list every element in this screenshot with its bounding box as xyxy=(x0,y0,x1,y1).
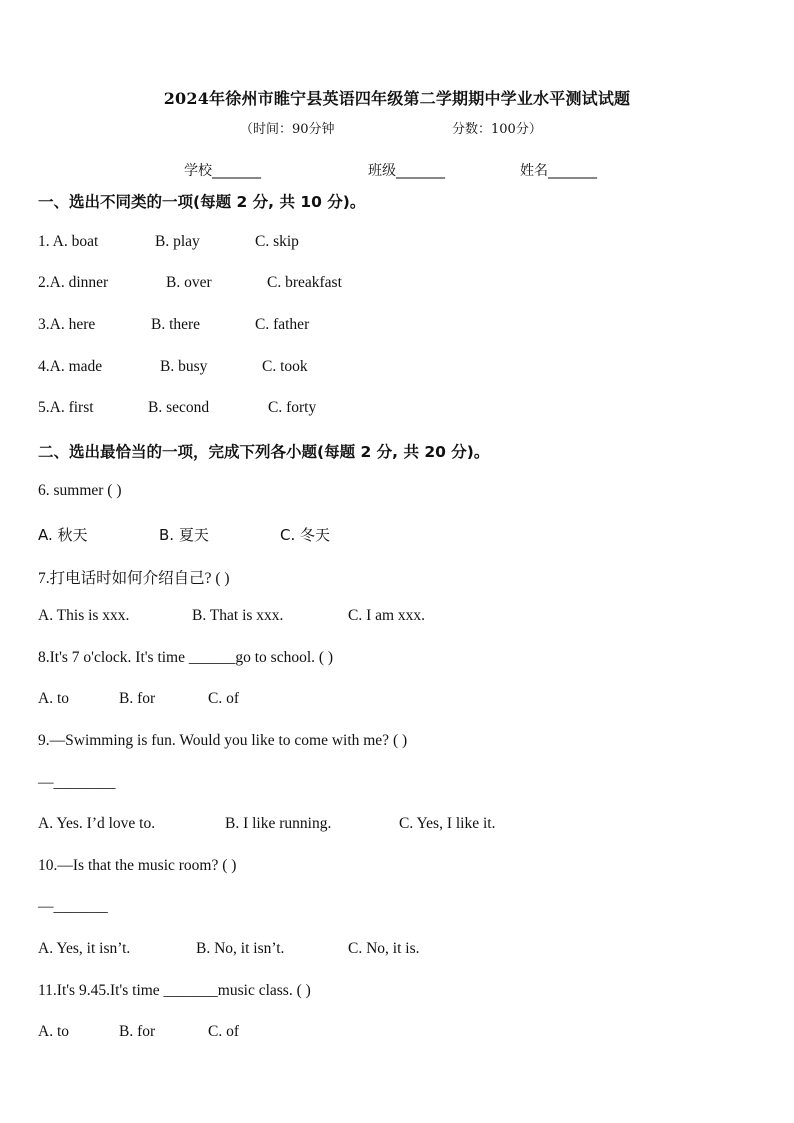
q8-option-b: B. for xyxy=(119,690,156,707)
q7-option-b: B. That is xxx. xyxy=(192,607,284,624)
question-2 xyxy=(38,274,342,292)
q10-option-a: A. Yes, it isn’t. xyxy=(38,940,131,957)
q7-option-a: A. This is xxx. xyxy=(38,607,130,624)
q7-stem: 7.打电话时如何介绍自己? ( ) xyxy=(38,570,230,587)
q8-options xyxy=(38,690,239,708)
question-4 xyxy=(38,358,308,376)
score-label: 分数：100分） xyxy=(452,122,542,137)
q11-option-c: C. of xyxy=(208,1023,239,1040)
q6-options xyxy=(38,524,331,545)
q10-option-c: C. No, it is. xyxy=(348,940,420,957)
q10-options xyxy=(38,940,420,958)
q3-option-c: C. father xyxy=(255,316,310,333)
q11-option-a: A. to xyxy=(38,1023,69,1040)
question-5 xyxy=(38,399,317,417)
q8-option-a: A. to xyxy=(38,690,69,707)
question-1 xyxy=(38,233,299,251)
q9-answer-blank: —________ xyxy=(38,774,116,791)
q4-option-b: B. busy xyxy=(160,358,208,375)
q6-option-a: A. 秋天 xyxy=(38,526,88,544)
q9-stem: 9.—Swimming is fun. Would you like to come with me? ( ) xyxy=(38,732,408,749)
q9-option-c: C. Yes, I like it. xyxy=(399,815,496,832)
q11-option-b: B. for xyxy=(119,1023,156,1040)
class-field: 班级_______ xyxy=(368,163,445,179)
q9-option-a: A. Yes. I’d love to. xyxy=(38,815,156,832)
q9-option-b: B. I like running. xyxy=(225,815,332,832)
q4-option-c: C. took xyxy=(262,358,308,375)
name-field: 姓名_______ xyxy=(520,163,597,179)
section2-heading: 二、选出最恰当的一项，完成下列各小题(每题 2 分, 共 20 分)。 xyxy=(38,443,490,461)
q9-options xyxy=(38,815,496,833)
q8-option-c: C. of xyxy=(208,690,239,707)
school-field: 学校_______ xyxy=(184,163,261,179)
page-title: 2024年徐州市睢宁县英语四年级第二学期期中学业水平测试试题 xyxy=(163,89,631,108)
q4-option-a: 4.A. made xyxy=(38,358,103,375)
q1-option-a: 1. A. boat xyxy=(38,233,99,250)
q3-option-b: B. there xyxy=(151,316,201,333)
q2-option-b: B. over xyxy=(166,274,212,291)
q11-options xyxy=(38,1023,239,1041)
q8-stem: 8.It's 7 o'clock. It's time ______go to school. ( ) xyxy=(38,649,334,666)
q6-stem: 6. summer ( ) xyxy=(38,482,122,499)
q6-option-b: B. 夏天 xyxy=(159,526,209,544)
q2-option-c: C. breakfast xyxy=(267,274,342,291)
q6-option-c: C. 冬天 xyxy=(280,526,331,544)
q7-options xyxy=(38,607,426,625)
q10-stem: 10.—Is that the music room? ( ) xyxy=(38,857,237,874)
section1-heading: 一、选出不同类的一项(每题 2 分, 共 10 分)。 xyxy=(38,193,366,211)
q5-option-b: B. second xyxy=(148,399,210,416)
q10-option-b: B. No, it isn’t. xyxy=(196,940,285,957)
q10-answer-blank: —_______ xyxy=(38,898,108,915)
q11-stem: 11.It's 9.45.It's time _______music class. ( ) xyxy=(38,982,311,999)
question-3 xyxy=(38,316,310,334)
q5-option-a: 5.A. first xyxy=(38,399,94,416)
q3-option-a: 3.A. here xyxy=(38,316,96,333)
q5-option-c: C. forty xyxy=(268,399,317,416)
q7-option-c: C. I am xxx. xyxy=(348,607,426,624)
time-label: （时间：90分钟 xyxy=(240,122,335,137)
q2-option-a: 2.A. dinner xyxy=(38,274,109,291)
q1-option-b: B. play xyxy=(155,233,200,250)
q1-option-c: C. skip xyxy=(255,233,299,250)
